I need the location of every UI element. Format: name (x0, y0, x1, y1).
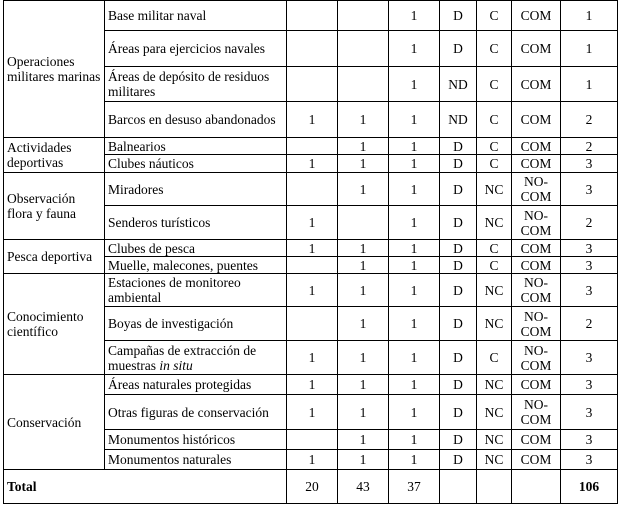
activity-italic-text: in situ (159, 357, 193, 373)
row-total-cell: 1 (561, 67, 618, 102)
d-nd-cell: D (440, 430, 477, 450)
c-nc-cell: C (477, 31, 512, 67)
value-cell-1 (287, 173, 338, 206)
table-body (4, 1, 618, 504)
category-cell: Operaciones militares marinas (4, 1, 105, 138)
value-cell-1 (287, 307, 338, 341)
row-total-cell: 2 (561, 102, 618, 138)
c-nc-cell: C (477, 341, 512, 375)
com-cell: NO-COM (512, 341, 561, 375)
com-cell: COM (512, 430, 561, 450)
value-cell-1: 1 (287, 375, 338, 395)
total-label: Total (4, 470, 287, 504)
row-total-cell: 3 (561, 341, 618, 375)
d-nd-cell: D (440, 240, 477, 257)
c-nc-cell: NC (477, 206, 512, 240)
table-row (4, 138, 618, 155)
row-total-cell: 2 (561, 138, 618, 155)
value-cell-3: 1 (389, 173, 440, 206)
value-cell-3: 1 (389, 67, 440, 102)
com-cell: NO-COM (512, 206, 561, 240)
row-total-cell: 2 (561, 307, 618, 341)
row-total-cell: 3 (561, 430, 618, 450)
total-value-2: 43 (338, 470, 389, 504)
value-cell-3: 1 (389, 450, 440, 470)
value-cell-1: 1 (287, 102, 338, 138)
com-cell: COM (512, 155, 561, 173)
com-cell: COM (512, 257, 561, 274)
com-cell: COM (512, 450, 561, 470)
c-nc-cell: NC (477, 307, 512, 341)
com-cell: NO-COM (512, 307, 561, 341)
row-total-cell: 3 (561, 375, 618, 395)
com-cell: COM (512, 31, 561, 67)
value-cell-2 (338, 206, 389, 240)
value-cell-2 (338, 67, 389, 102)
total-value-1: 20 (287, 470, 338, 504)
activity-cell: Monumentos naturales (105, 450, 287, 470)
value-cell-1 (287, 1, 338, 31)
c-nc-cell: C (477, 1, 512, 31)
value-cell-3: 1 (389, 341, 440, 375)
activity-cell: Barcos en desuso abandonados (105, 102, 287, 138)
c-nc-cell: C (477, 257, 512, 274)
row-total-cell: 1 (561, 1, 618, 31)
total-d-nd-cell (440, 470, 477, 504)
activity-cell: Base militar naval (105, 1, 287, 31)
category-cell: Conservación (4, 375, 105, 470)
c-nc-cell: C (477, 138, 512, 155)
activities-table (3, 0, 618, 504)
com-cell: NO-COM (512, 274, 561, 307)
value-cell-1: 1 (287, 206, 338, 240)
value-cell-2: 1 (338, 274, 389, 307)
value-cell-3: 1 (389, 138, 440, 155)
category-cell: Actividades deportivas (4, 138, 105, 173)
com-cell: COM (512, 240, 561, 257)
d-nd-cell: ND (440, 102, 477, 138)
d-nd-cell: D (440, 274, 477, 307)
value-cell-3: 1 (389, 1, 440, 31)
d-nd-cell: D (440, 375, 477, 395)
row-total-cell: 2 (561, 206, 618, 240)
total-value-3: 37 (389, 470, 440, 504)
d-nd-cell: D (440, 206, 477, 240)
value-cell-3: 1 (389, 240, 440, 257)
total-c-nc-cell (477, 470, 512, 504)
value-cell-1: 1 (287, 395, 338, 430)
d-nd-cell: D (440, 138, 477, 155)
activity-cell: Clubes de pesca (105, 240, 287, 257)
activity-cell: Áreas de depósito de residuos militares (105, 67, 287, 102)
c-nc-cell: NC (477, 395, 512, 430)
activity-text: Campañas de extracción de muestras (108, 342, 257, 373)
value-cell-2: 1 (338, 430, 389, 450)
com-cell: NO-COM (512, 395, 561, 430)
value-cell-3: 1 (389, 430, 440, 450)
value-cell-3: 1 (389, 257, 440, 274)
c-nc-cell: C (477, 67, 512, 102)
com-cell: NO-COM (512, 173, 561, 206)
total-com-cell (512, 470, 561, 504)
c-nc-cell: C (477, 155, 512, 173)
d-nd-cell: D (440, 307, 477, 341)
com-cell: COM (512, 102, 561, 138)
activity-cell: Áreas para ejercicios navales (105, 31, 287, 67)
c-nc-cell: NC (477, 450, 512, 470)
total-row (4, 470, 618, 504)
activity-cell: Boyas de investigación (105, 307, 287, 341)
category-cell: Conocimiento científico (4, 274, 105, 375)
value-cell-1 (287, 31, 338, 67)
c-nc-cell: NC (477, 430, 512, 450)
value-cell-3: 1 (389, 307, 440, 341)
activity-cell: Balnearios (105, 138, 287, 155)
activity-cell: Clubes náuticos (105, 155, 287, 173)
row-total-cell: 3 (561, 274, 618, 307)
value-cell-2: 1 (338, 450, 389, 470)
value-cell-2: 1 (338, 155, 389, 173)
com-cell: COM (512, 67, 561, 102)
value-cell-2: 1 (338, 240, 389, 257)
row-total-cell: 3 (561, 257, 618, 274)
activity-cell: Senderos turísticos (105, 206, 287, 240)
value-cell-1: 1 (287, 240, 338, 257)
c-nc-cell: NC (477, 173, 512, 206)
activity-cell: Otras figuras de conservación (105, 395, 287, 430)
value-cell-1 (287, 257, 338, 274)
value-cell-1: 1 (287, 155, 338, 173)
value-cell-1 (287, 138, 338, 155)
table-row (4, 274, 618, 307)
activity-cell: Miradores (105, 173, 287, 206)
value-cell-2: 1 (338, 138, 389, 155)
value-cell-3: 1 (389, 31, 440, 67)
value-cell-2 (338, 1, 389, 31)
activity-cell: Estaciones de monitoreo ambiental (105, 274, 287, 307)
grand-total-cell: 106 (561, 470, 618, 504)
com-cell: COM (512, 138, 561, 155)
d-nd-cell: D (440, 395, 477, 430)
c-nc-cell: NC (477, 274, 512, 307)
value-cell-3: 1 (389, 102, 440, 138)
table-row (4, 375, 618, 395)
table-row (4, 240, 618, 257)
value-cell-2: 1 (338, 341, 389, 375)
value-cell-3: 1 (389, 155, 440, 173)
com-cell: COM (512, 375, 561, 395)
value-cell-1: 1 (287, 274, 338, 307)
value-cell-3: 1 (389, 375, 440, 395)
d-nd-cell: D (440, 155, 477, 173)
row-total-cell: 3 (561, 173, 618, 206)
value-cell-2: 1 (338, 173, 389, 206)
value-cell-2: 1 (338, 257, 389, 274)
c-nc-cell: C (477, 240, 512, 257)
value-cell-1 (287, 67, 338, 102)
d-nd-cell: D (440, 173, 477, 206)
activity-cell: Áreas naturales protegidas (105, 375, 287, 395)
table-row (4, 173, 618, 206)
value-cell-3: 1 (389, 395, 440, 430)
d-nd-cell: D (440, 450, 477, 470)
value-cell-3: 1 (389, 274, 440, 307)
value-cell-2 (338, 31, 389, 67)
d-nd-cell: ND (440, 67, 477, 102)
d-nd-cell: D (440, 31, 477, 67)
d-nd-cell: D (440, 341, 477, 375)
row-total-cell: 1 (561, 31, 618, 67)
activity-cell: Monumentos históricos (105, 430, 287, 450)
row-total-cell: 3 (561, 240, 618, 257)
row-total-cell: 3 (561, 450, 618, 470)
value-cell-1 (287, 430, 338, 450)
value-cell-2: 1 (338, 307, 389, 341)
c-nc-cell: NC (477, 375, 512, 395)
value-cell-2: 1 (338, 375, 389, 395)
activity-cell: Muelle, malecones, puentes (105, 257, 287, 274)
d-nd-cell: D (440, 1, 477, 31)
value-cell-1: 1 (287, 341, 338, 375)
value-cell-3: 1 (389, 206, 440, 240)
c-nc-cell: C (477, 102, 512, 138)
d-nd-cell: D (440, 257, 477, 274)
table-row (4, 1, 618, 31)
row-total-cell: 3 (561, 155, 618, 173)
row-total-cell: 3 (561, 395, 618, 430)
category-cell: Observación flora y fauna (4, 173, 105, 240)
activity-cell (105, 341, 287, 375)
value-cell-1: 1 (287, 450, 338, 470)
com-cell: COM (512, 1, 561, 31)
category-cell: Pesca deportiva (4, 240, 105, 274)
value-cell-2: 1 (338, 395, 389, 430)
value-cell-2: 1 (338, 102, 389, 138)
